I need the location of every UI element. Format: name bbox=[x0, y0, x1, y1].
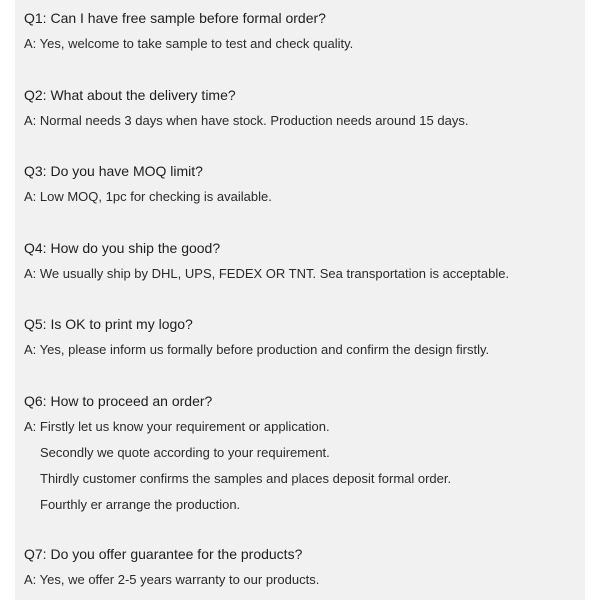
faq-item-q1 bbox=[24, 5, 579, 57]
faq-item-q6 bbox=[24, 388, 579, 518]
faq-question: Q1: Can I have free sample before formal order? bbox=[24, 10, 326, 26]
faq-answer: A: Normal needs 3 days when have stock. Production needs around 15 days. bbox=[24, 113, 469, 128]
faq-item-q7 bbox=[24, 541, 579, 593]
faq-answer: A: Firstly let us know your requirement or application. bbox=[24, 419, 330, 434]
faq-answer: A: Yes, welcome to take sample to test and check quality. bbox=[24, 36, 354, 51]
faq-question: Q5: Is OK to print my logo? bbox=[24, 316, 193, 332]
faq-item-q3 bbox=[24, 158, 579, 210]
faq-question: Q3: Do you have MOQ limit? bbox=[24, 163, 203, 179]
faq-answer: A: We usually ship by DHL, UPS, FEDEX OR TNT. Sea transportation is acceptable. bbox=[24, 266, 510, 281]
faq-answer: A: Low MOQ, 1pc for checking is available. bbox=[24, 189, 272, 204]
faq-question: Q7: Do you offer guarantee for the products? bbox=[24, 546, 303, 562]
faq-question: Q6: How to proceed an order? bbox=[24, 393, 213, 409]
faq-panel bbox=[15, 0, 585, 600]
faq-question: Q4: How do you ship the good? bbox=[24, 240, 221, 256]
faq-item-q4 bbox=[24, 235, 579, 287]
faq-answer: A: Yes, please inform us formally before production and confirm the design firstly. bbox=[24, 342, 490, 357]
faq-item-q5 bbox=[24, 311, 579, 363]
faq-answer-line: Thirdly customer confirms the samples and places deposit formal order. bbox=[40, 471, 452, 486]
faq-question: Q2: What about the delivery time? bbox=[24, 87, 236, 103]
faq-answer-line: Fourthly er arrange the production. bbox=[40, 497, 241, 512]
faq-answer-line: Secondly we quote according to your requirement. bbox=[40, 445, 330, 460]
faq-item-q2 bbox=[24, 82, 579, 134]
faq-answer: A: Yes, we offer 2-5 years warranty to our products. bbox=[24, 572, 320, 587]
